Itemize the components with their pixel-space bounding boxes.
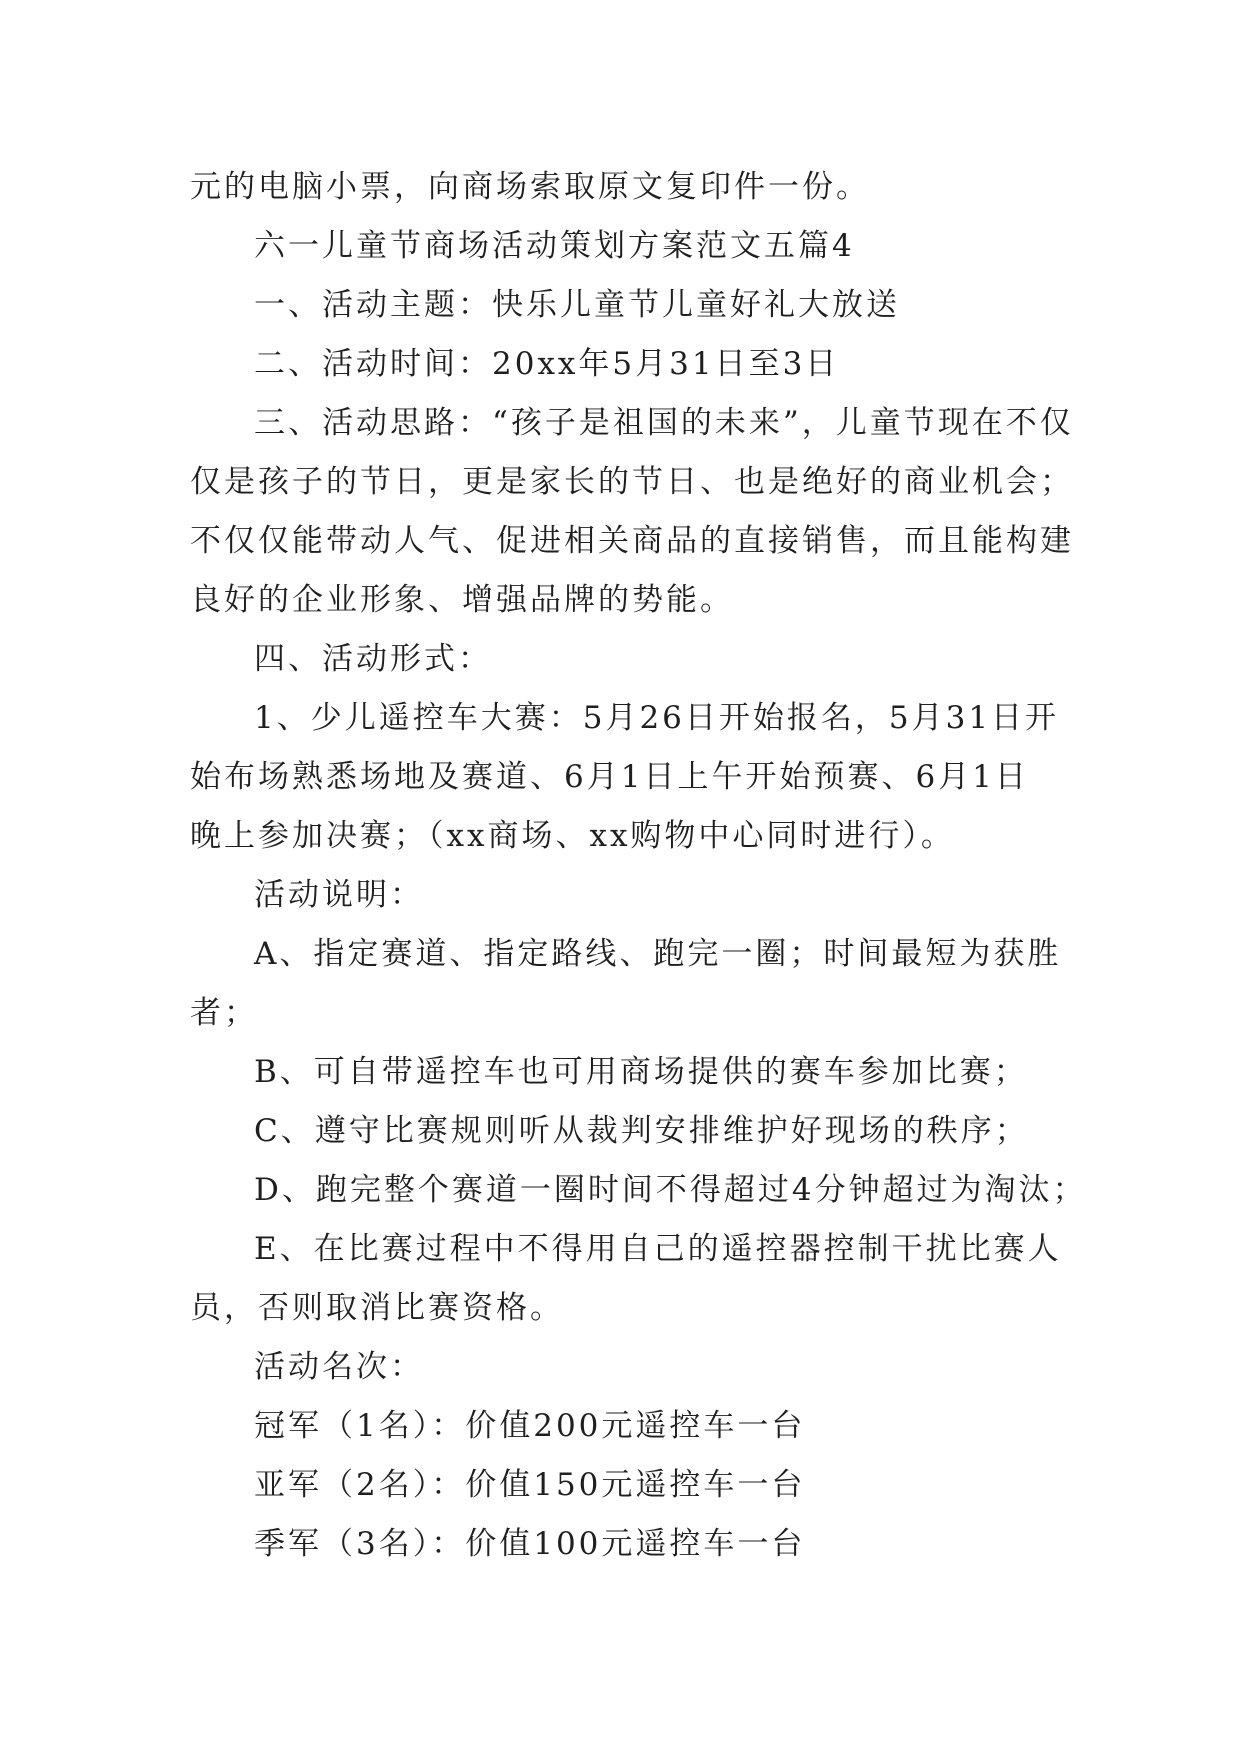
text-line: 良好的企业形象、增强品牌的势能。 (190, 582, 734, 618)
text-line: 亚军（2名）：价值150元遥控车一台 (254, 1467, 806, 1503)
text-line: 者； (190, 995, 258, 1031)
text-line: 始布场熟悉场地及赛道、6月1日上午开始预赛、6月1日 (190, 759, 1029, 795)
text-line: 仅是孩子的节日，更是家长的节日、也是绝好的商业机会； (190, 464, 1074, 500)
text-line: 不仅仅能带动人气、促进相关商品的直接销售，而且能构建 (190, 523, 1074, 559)
text-line: 三、活动思路：“孩子是祖国的未来”，儿童节现在不仅 (254, 405, 1074, 441)
text-line: 员，否则取消比赛资格。 (190, 1290, 564, 1326)
text-line: 冠军（1名）：价值200元遥控车一台 (254, 1408, 806, 1444)
text-line: 1、少儿遥控车大赛：5月26日开始报名，5月31日开 (254, 700, 1060, 736)
text-line: 活动说明： (254, 877, 424, 913)
text-line: A、指定赛道、指定路线、跑完一圈；时间最短为获胜 (254, 936, 1062, 972)
text-line: 元的电脑小票，向商场索取原文复印件一份。 (190, 169, 870, 205)
text-line: C、遵守比赛规则听从裁判安排维护好现场的秩序； (254, 1113, 1029, 1149)
text-line: 六一儿童节商场活动策划方案范文五篇4 (254, 228, 855, 264)
text-line: E、在比赛过程中不得用自己的遥控器控制干扰比赛人 (254, 1231, 1062, 1267)
text-line: 二、活动时间：20xx年5月31日至3日 (254, 346, 840, 382)
text-line: 季军（3名）：价值100元遥控车一台 (254, 1526, 806, 1562)
text-line: 一、活动主题：快乐儿童节儿童好礼大放送 (254, 287, 900, 323)
text-line: 四、活动形式： (254, 641, 492, 677)
text-line: B、可自带遥控车也可用商场提供的赛车参加比赛； (254, 1054, 1028, 1090)
text-line: 晚上参加决赛；（xx商场、xx购物中心同时进行）。 (190, 818, 955, 854)
text-line: D、跑完整个赛道一圈时间不得超过4分钟超过为淘汰； (254, 1172, 1087, 1208)
text-line: 活动名次： (254, 1349, 424, 1385)
document-body (190, 158, 1087, 1574)
